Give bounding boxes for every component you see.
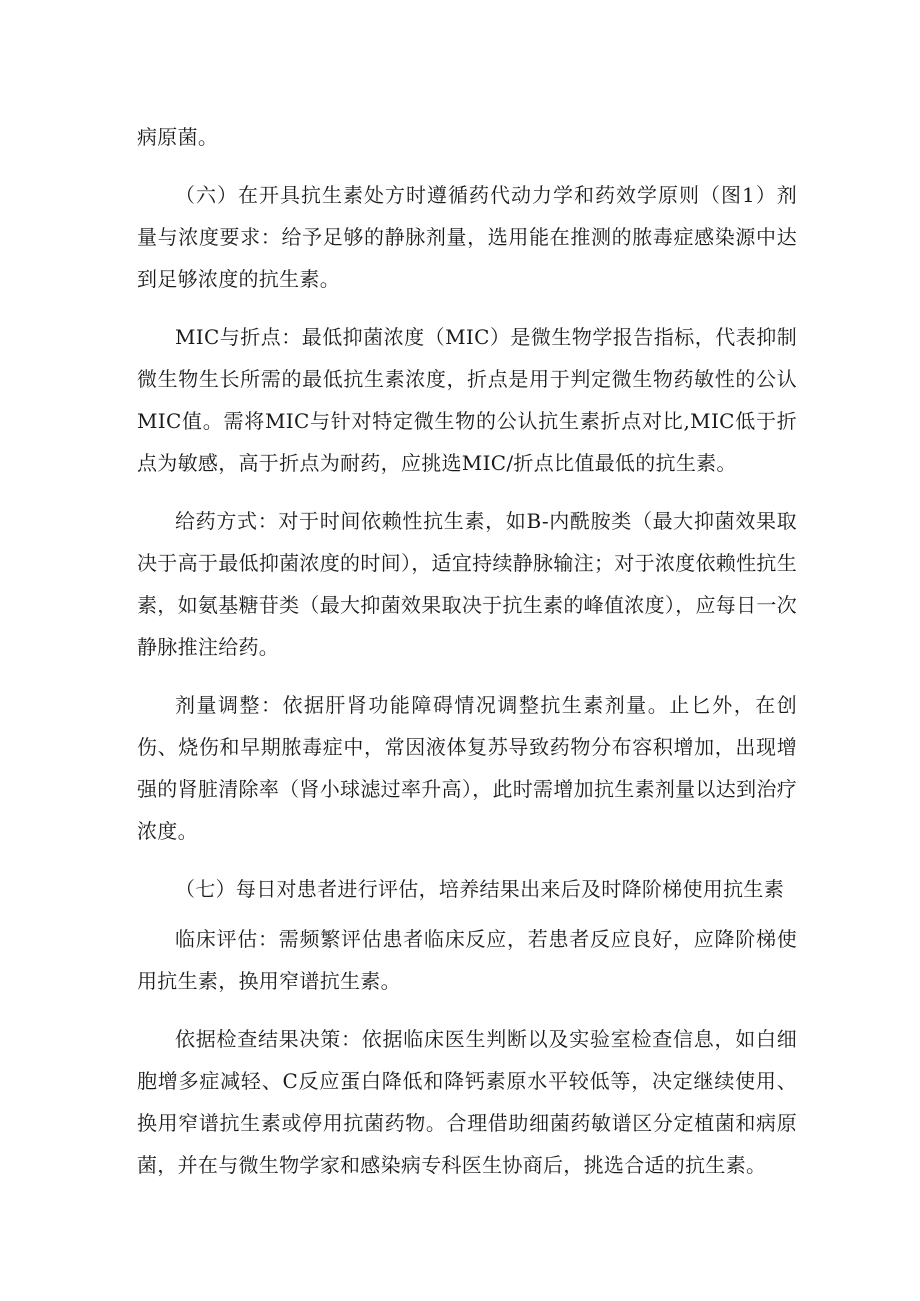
paragraph-continuation: 病原菌。 bbox=[137, 125, 219, 149]
paragraph-test-based-decision: 依据检查结果决策：依据临床医生判断以及实验室检查信息，如白细胞增多症减轻、C反应蛋白降低和降钙素原水平较低等，决定继续使用、换用窄谱抗生素或停用抗菌药物。合理借助细菌药敏谱区分定植菌和病原菌，并在与微生物学家和感染病专科医生协商后，挑选合适的抗生素。 bbox=[137, 1027, 797, 1177]
paragraph-clinical-assessment: 临床评估：需频繁评估患者临床反应，若患者反应良好，应降阶梯使用抗生素，换用窄谱抗生素。 bbox=[137, 927, 797, 993]
paragraph-dosing-method: 给药方式：对于时间依赖性抗生素，如B-内酰胺类（最大抑菌效果取决于高于最低抑菌浓度的时间），适宜持续静脉输注；对于浓度依赖性抗生素，如氨基糖苷类（最大抑菌效果取决于抗生素的峰值浓度），应每日一次静脉推注给药。 bbox=[137, 509, 797, 659]
section-heading-seven: （七）每日对患者进行评估，培养结果出来后及时降阶梯使用抗生素 bbox=[175, 877, 784, 901]
section-heading-six: （六）在开具抗生素处方时遵循药代动力学和药效学原则（图1）剂量与浓度要求：给予足够的静脉剂量，选用能在推测的脓毒症感染源中达到足够浓度的抗生素。 bbox=[137, 183, 797, 291]
paragraph-dose-adjustment: 剂量调整：依据肝肾功能障碍情况调整抗生素剂量。止匕外，在创伤、烧伤和早期脓毒症中，常因液体复苏导致药物分布容积增加，出现增强的肾脏清除率（肾小球滤过率升高），此时需增加抗生素剂量以达到治疗浓度。 bbox=[137, 693, 797, 843]
paragraph-mic-breakpoint: MIC与折点：最低抑菌浓度（MIC）是微生物学报告指标，代表抑制微生物生长所需的最低抗生素浓度，折点是用于判定微生物药敏性的公认MIC值。需将MIC与针对特定微生物的公认抗生素折点对比,MIC低于折点为敏感，高于折点为耐药，应挑选MIC/折点比值最低的抗生素。 bbox=[137, 325, 797, 475]
document-body bbox=[137, 116, 797, 1186]
